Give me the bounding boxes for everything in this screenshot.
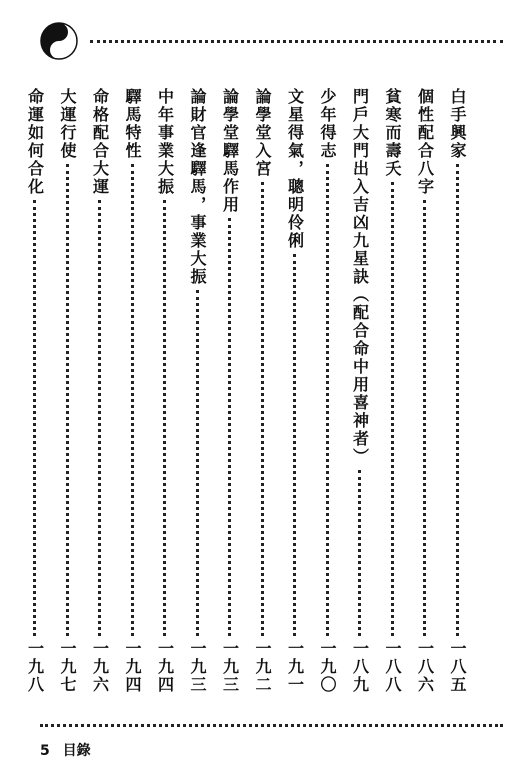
toc-entry-page: 一九〇 <box>318 640 337 694</box>
toc-entry-title: 命運如何合化 <box>25 88 45 196</box>
toc-entry-page: 一九四 <box>155 640 175 694</box>
toc-entry[interactable] <box>218 88 242 694</box>
table-of-contents <box>23 88 470 694</box>
dot-leader <box>98 200 101 636</box>
toc-entry-title: 中年事業大振 <box>155 88 175 196</box>
toc-entry-title: 白手興家 <box>448 88 467 160</box>
toc-entry-title: 命格配合大運 <box>90 88 110 196</box>
toc-entry[interactable] <box>413 88 437 694</box>
toc-entry-page: 一八八 <box>383 640 402 694</box>
toc-entry[interactable] <box>283 88 307 694</box>
toc-entry[interactable] <box>23 88 47 694</box>
toc-entry-title: 文星得氣，聰明伶俐 <box>285 88 305 250</box>
toc-entry-page: 一八六 <box>415 640 435 694</box>
toc-entry[interactable] <box>120 88 144 694</box>
toc-entry[interactable] <box>88 88 112 694</box>
bottom-dotted-rule <box>40 724 503 727</box>
toc-entry-page: 一九三 <box>188 640 207 694</box>
toc-entry-page: 一八五 <box>448 640 467 694</box>
dot-leader <box>423 200 426 636</box>
footer-page-number: 5 <box>40 743 50 759</box>
toc-entry-page: 一九四 <box>123 640 142 694</box>
toc-entry-page: 一九六 <box>90 640 110 694</box>
dot-leader <box>33 200 36 636</box>
toc-entry-title: 貧寒而壽夭 <box>383 88 402 178</box>
dot-leader <box>391 182 394 636</box>
dot-leader <box>66 164 69 636</box>
toc-entry-title: 論財官逢驛馬，事業大振 <box>188 88 207 286</box>
toc-entry-page: 一八九 <box>350 640 370 694</box>
dot-leader <box>228 218 231 636</box>
page-footer <box>40 740 91 760</box>
yin-yang-logo-icon <box>40 22 78 60</box>
toc-entry-title: 門戶大門出入吉凶九星訣（配合命中用喜神者） <box>350 88 370 466</box>
footer-section-title: 目錄 <box>62 743 91 759</box>
toc-entry[interactable] <box>348 88 372 694</box>
dot-leader <box>131 164 134 636</box>
toc-entry-page: 一九八 <box>25 640 45 694</box>
toc-entry[interactable] <box>153 88 177 694</box>
dot-leader <box>456 164 459 636</box>
toc-entry-title: 少年得志 <box>318 88 337 160</box>
dot-leader <box>261 182 264 636</box>
dot-leader <box>163 200 166 636</box>
toc-entry-title: 個性配合八字 <box>415 88 435 196</box>
toc-entry[interactable] <box>55 88 79 694</box>
dot-leader <box>196 290 199 636</box>
toc-entry-title: 論學堂入宮 <box>253 88 272 178</box>
toc-entry[interactable] <box>380 88 404 694</box>
toc-entry[interactable] <box>185 88 209 694</box>
toc-entry-title: 論學堂驛馬作用 <box>220 88 240 214</box>
dot-leader <box>358 470 361 636</box>
toc-entry-page: 一九一 <box>285 640 305 694</box>
dot-leader <box>326 164 329 636</box>
toc-entry[interactable] <box>315 88 339 694</box>
toc-entry[interactable] <box>250 88 274 694</box>
top-dotted-rule <box>90 40 503 43</box>
dot-leader <box>293 254 296 636</box>
toc-entry-title: 驛馬特性 <box>123 88 142 160</box>
toc-entry[interactable] <box>445 88 469 694</box>
toc-entry-page: 一九二 <box>253 640 272 694</box>
toc-entry-page: 一九三 <box>220 640 240 694</box>
toc-entry-page: 一九七 <box>58 640 77 694</box>
toc-entry-title: 大運行使 <box>58 88 77 160</box>
